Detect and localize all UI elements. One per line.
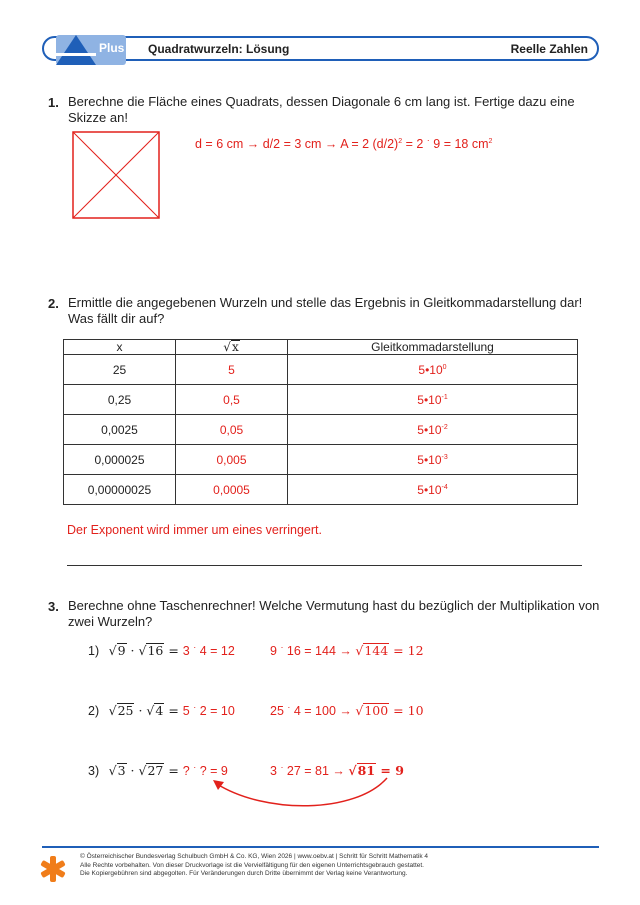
- q3-item-1: 1) √9 · √16 = 3 · 4 = 12: [88, 641, 235, 658]
- cell-root: 0,005: [176, 445, 288, 475]
- table-row: [64, 445, 578, 475]
- q1-text-line1: Berechne die Fläche eines Quadrats, dessen Diagonale 6 cm lang ist. Fertige dazu eine: [68, 94, 575, 109]
- q2-number: 2.: [48, 296, 59, 311]
- cell-x: 0,0025: [64, 415, 176, 445]
- cell-x: 25: [64, 355, 176, 385]
- col-header-x: x: [64, 340, 176, 355]
- cell-float: $5•10^0$: [288, 355, 578, 385]
- square-sketch: [72, 131, 160, 219]
- q2-text: [68, 295, 582, 327]
- q3-number: 3.: [48, 599, 59, 614]
- logo-text: Plus: [99, 41, 125, 55]
- q1-answer-dot: ·: [426, 134, 430, 145]
- q1-answer-unit-exp: 2: [488, 137, 493, 145]
- q2-answer: Der Exponent wird immer um eines verringert.: [67, 523, 322, 537]
- q1-answer-mid: = 2: [402, 137, 427, 151]
- q3-item-2-check: 25 · 4 = 100 → √100 = 10: [270, 701, 424, 718]
- table-row: [64, 415, 578, 445]
- cell-x: 0,00000025: [64, 475, 176, 505]
- table-row: [64, 355, 578, 385]
- col-header-sqrt-radicand: x: [231, 340, 239, 354]
- q1-text: [68, 94, 575, 126]
- col-header-float: Gleitkommadarstellung: [288, 340, 578, 355]
- q1-answer: [195, 134, 493, 151]
- q3-text-line2: zwei Wurzeln?: [68, 614, 153, 629]
- footer-line-2: Alle Rechte vorbehalten. Von dieser Druckvorlage ist die Vervielfältigung für den eigenen Unterrichtsgebrauch gestattet.: [80, 861, 424, 869]
- table-header-row: [64, 340, 578, 355]
- category-label: Reelle Zahlen: [510, 42, 588, 56]
- roots-table: [63, 339, 578, 505]
- item-label: 1): [88, 644, 100, 658]
- footer-line-3: Die Kopiergebühren sind abgegolten. Für Veränderungen durch Dritte übernimmt der Verlag keine Verantwortung.: [80, 870, 408, 877]
- q3-text: [68, 598, 599, 630]
- footer-line-1: © Österreichischer Bundesverlag Schulbuch GmbH & Co. KG, Wien 2026 | www.oebv.at | Schritt für Schritt Mathematik 4: [80, 853, 428, 860]
- q3-item-1-check: 9 · 16 = 144 → √144 = 12: [270, 641, 424, 658]
- answer-line: [67, 565, 582, 566]
- item-label: 2): [88, 704, 100, 718]
- cell-root: 5: [176, 355, 288, 385]
- q3-item-2: 2) √25 · √4 = 5 · 2 = 10: [88, 701, 235, 718]
- q1-answer-tail: 9 = 18 cm: [429, 137, 489, 151]
- q2-text-line1: Ermittle die angegebenen Wurzeln und stelle das Ergebnis in Gleitkommadarstellung dar!: [68, 295, 583, 310]
- q1-answer-exp: 2: [398, 137, 403, 145]
- q1-number: 1.: [48, 95, 59, 110]
- item-label: 3): [88, 764, 100, 778]
- col-header-sqrt: √x: [176, 340, 288, 355]
- q2-text-line2: Was fällt dir auf?: [68, 311, 165, 326]
- cell-root: 0,5: [176, 385, 288, 415]
- table-row: [64, 385, 578, 415]
- cell-x: 0,25: [64, 385, 176, 415]
- q3-text-line1: Berechne ohne Taschenrechner! Welche Vermutung hast du bezüglich der Multiplikation von: [68, 598, 600, 613]
- footer-text: [80, 853, 428, 879]
- curved-arrow-icon: [205, 772, 395, 812]
- q3-item-3-check: 3 · 27 = 81 → √81 = 9: [270, 761, 404, 778]
- q3-item-3: 3) √3 · √27 = ? · ? = 9: [88, 761, 228, 778]
- cell-root: 0,0005: [176, 475, 288, 505]
- q1-text-line2: Skizze an!: [68, 110, 128, 125]
- cell-float: $5•10^{-4}$: [288, 475, 578, 505]
- cell-float: $5•10^{-3}$: [288, 445, 578, 475]
- q1-answer-main: d = 6 cm → d/2 = 3 cm → A = 2 (d/2): [195, 137, 399, 151]
- page-title: Quadratwurzeln: Lösung: [148, 42, 290, 56]
- plus-logo-icon: [52, 33, 128, 67]
- cell-float: $5•10^{-1}$: [288, 385, 578, 415]
- cell-float: $5•10^{-2}$: [288, 415, 578, 445]
- cell-x: 0,000025: [64, 445, 176, 475]
- cell-root: 0,05: [176, 415, 288, 445]
- footer-line: [42, 846, 599, 848]
- publisher-logo-icon: [40, 855, 66, 883]
- table-row: [64, 475, 578, 505]
